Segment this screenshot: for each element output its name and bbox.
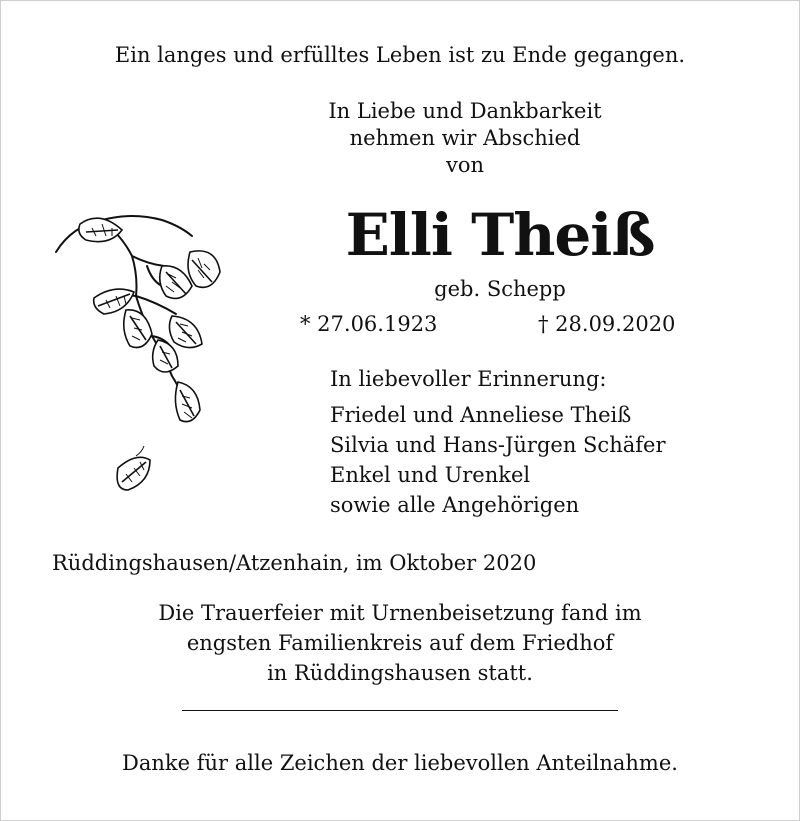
mourners-list	[330, 400, 665, 520]
memory-heading: In liebevoller Erinnerung:	[330, 367, 607, 391]
birth-date: * 27.06.1923	[300, 312, 438, 336]
death-date: † 28.09.2020	[538, 312, 676, 336]
birth-name: geb. Schepp	[434, 277, 566, 301]
mourner-line: Silvia und Hans-Jürgen Schäfer	[330, 433, 666, 457]
funeral-line-1: Die Trauerfeier mit Urnenbeisetzung fand im	[158, 601, 642, 625]
mourner-line: Enkel und Urenkel	[330, 463, 531, 487]
mourner-line: Friedel und Anneliese Theiß	[330, 403, 632, 427]
farewell-block	[260, 98, 670, 179]
funeral-line-3: in Rüddingshausen statt.	[267, 661, 533, 685]
thanks-line: Danke für alle Zeichen der liebevollen Anteilnahme.	[122, 751, 678, 775]
deceased-name: Elli Theiß	[345, 201, 655, 269]
mourner-line: sowie alle Angehörigen	[330, 493, 580, 517]
farewell-line-1: In Liebe und Dankbarkeit	[328, 99, 602, 123]
farewell-line-2: nehmen wir Abschied	[349, 126, 581, 150]
funeral-notice	[0, 598, 800, 688]
funeral-line-2: engsten Familienkreis auf dem Friedhof	[186, 631, 614, 655]
place-date: Rüddingshausen/Atzenhain, im Oktober 2020	[52, 551, 537, 575]
farewell-line-3: von	[445, 153, 485, 177]
intro-line: Ein langes und erfülltes Leben ist zu Ende gegangen.	[114, 43, 686, 67]
branch-leaves-icon	[52, 206, 232, 506]
divider-line	[182, 710, 618, 711]
